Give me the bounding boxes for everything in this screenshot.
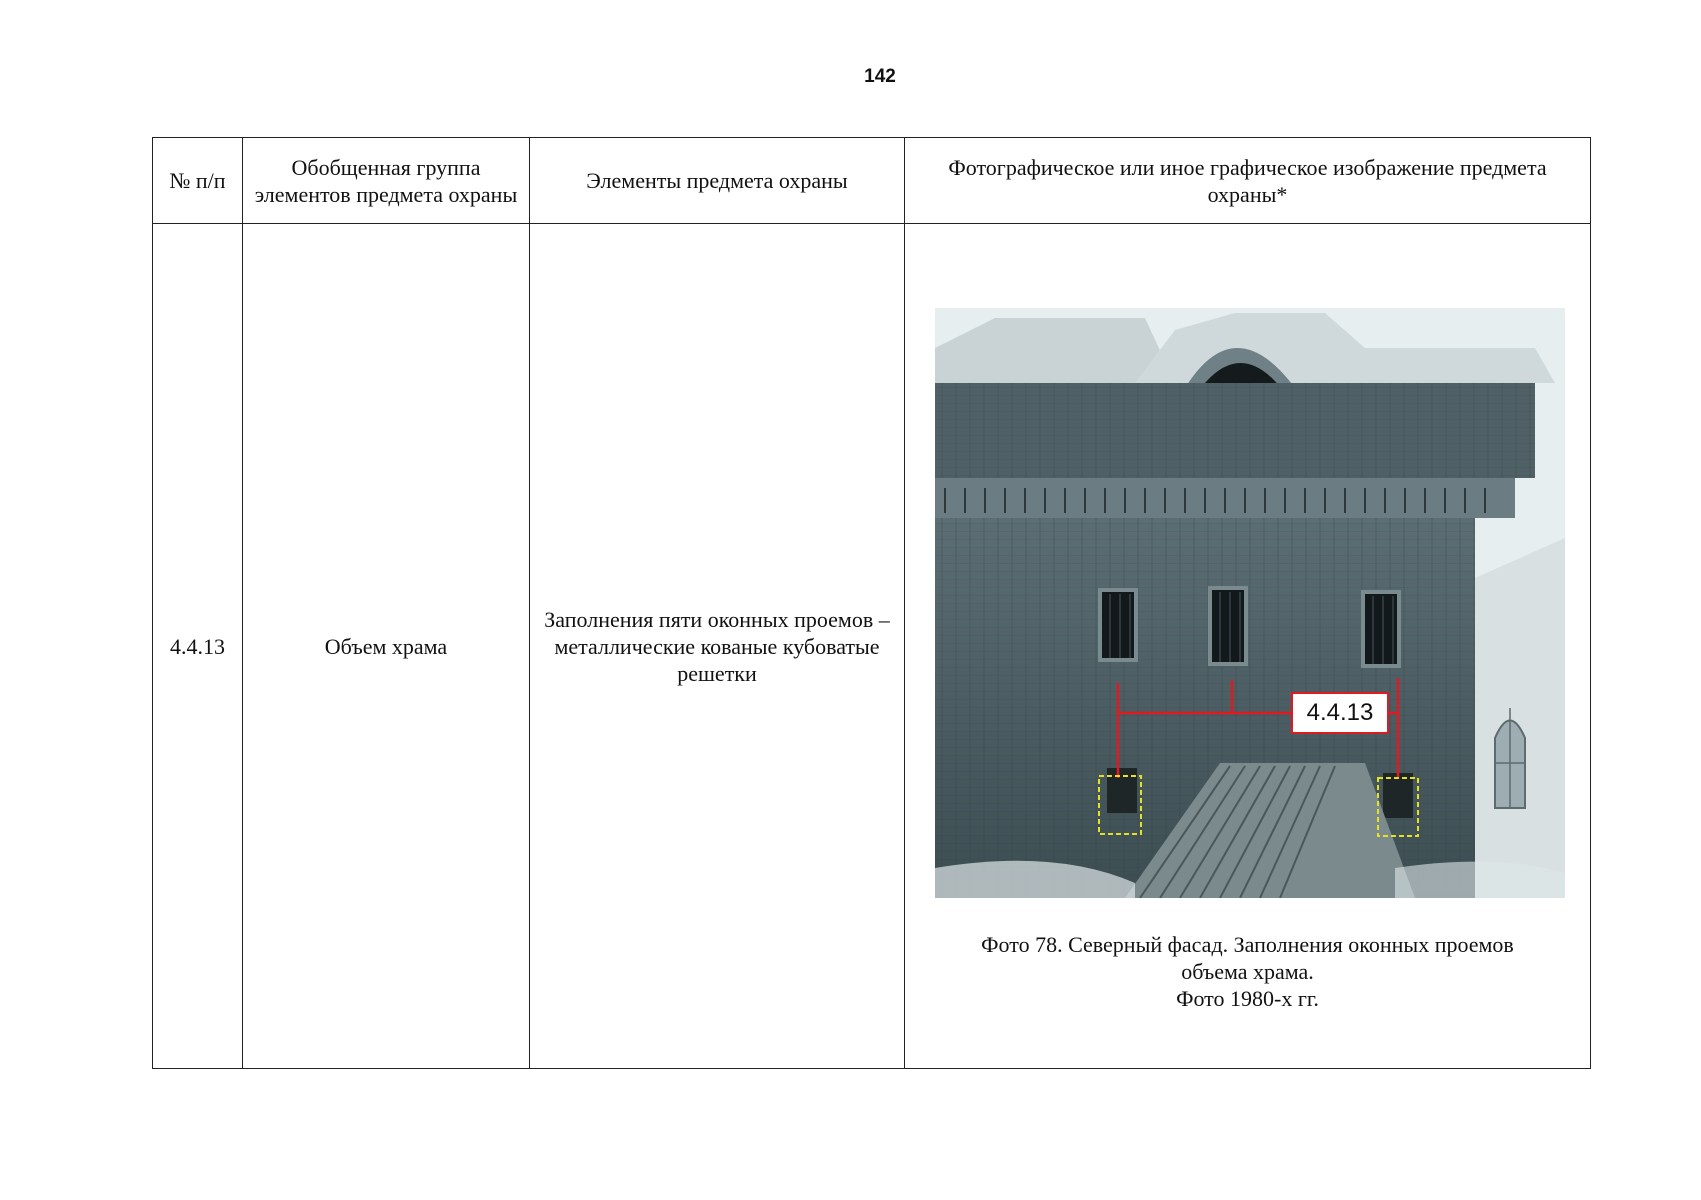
- header-image: Фотографическое или иное графическое изображение предмета охраны*: [905, 138, 1591, 224]
- table-header-row: [153, 138, 1591, 224]
- row-group: Объем храма: [243, 224, 530, 1069]
- caption-line-3: Фото 1980-х гг.: [1176, 986, 1319, 1011]
- facade-photo: [935, 308, 1565, 898]
- caption-line-1: Фото 78. Северный фасад. Заполнения оконных проемов: [981, 932, 1514, 957]
- facade-photo-image: [935, 308, 1565, 898]
- protection-table: [152, 137, 1591, 1069]
- header-elements: Элементы предмета охраны: [530, 138, 905, 224]
- header-num: № п/п: [153, 138, 243, 224]
- row-elements: Заполнения пяти оконных проемов – металлические кованые кубоватые решетки: [530, 224, 905, 1069]
- photo-caption: [905, 931, 1590, 1012]
- row-photo-cell: [905, 224, 1591, 1069]
- caption-line-2: объема храма.: [1181, 959, 1314, 984]
- photo-marker-label: 4.4.13: [1291, 692, 1389, 734]
- row-num: 4.4.13: [153, 224, 243, 1069]
- header-group: Обобщенная группа элементов предмета охраны: [243, 138, 530, 224]
- page-number: 142: [864, 66, 896, 87]
- table-row: [153, 224, 1591, 1069]
